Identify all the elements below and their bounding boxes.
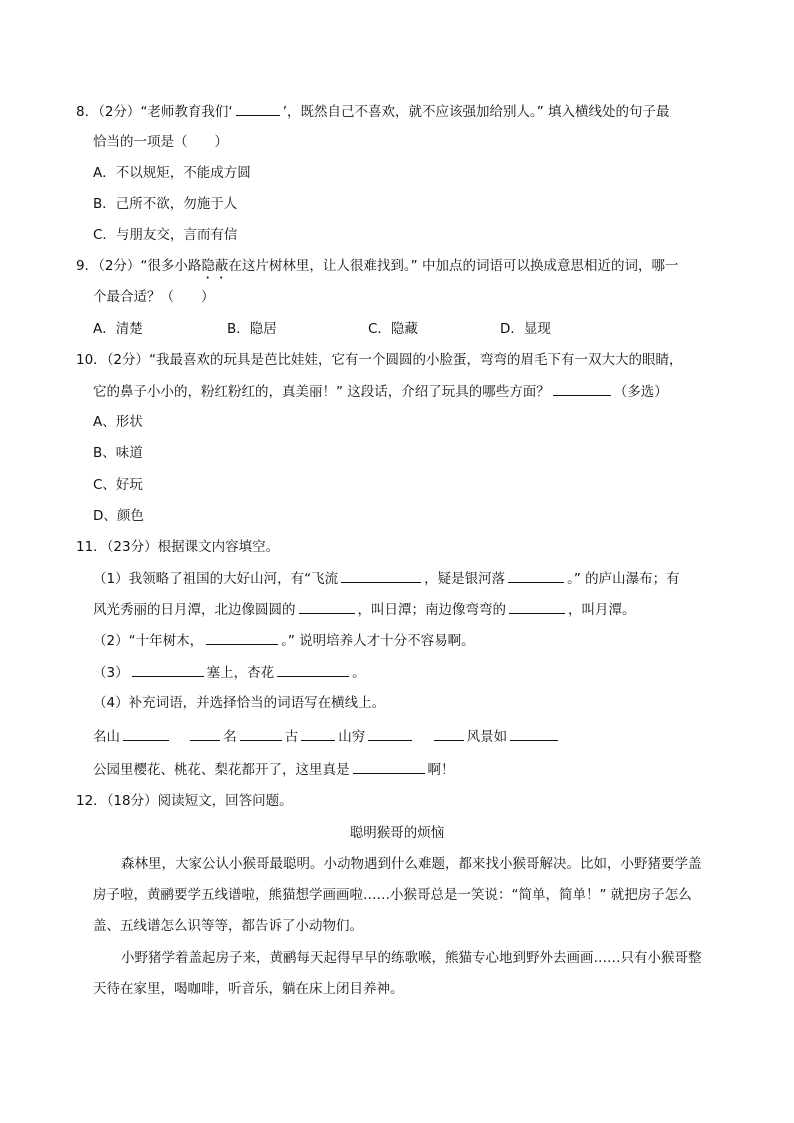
q10-blank[interactable] — [553, 381, 611, 396]
q12-line1 — [76, 791, 293, 811]
q8-line2: 恰当的一项是（ ） — [93, 134, 228, 150]
q10-line2-text: 它的鼻子小小的，粉红粉红的，真美丽！” 这段话，介绍了玩具的哪些方面？ — [93, 384, 550, 400]
q11-p5-text-a: 公园里樱花、桃花、梨花都开了，这里真是 — [93, 762, 350, 778]
story-para2-line1: 小野猪学着盖起房子来，黄鹂每天起得早早的练歌喉，熊猫专心地到野外去画画……只有小猴哥整 — [121, 950, 702, 966]
q11-score: （23分） — [106, 539, 158, 555]
q8-line1 — [76, 101, 670, 122]
q11-part2 — [93, 630, 475, 651]
q9-text-a: “很多小路 — [140, 258, 202, 274]
q10-option-a[interactable]: A、形状 — [93, 414, 143, 430]
q11-p1-l2-text-b: ，叫日潭；南边像弯弯的 — [357, 602, 506, 618]
q11-p1-text-b: ，疑是银河落 — [424, 571, 506, 587]
q11-p2-text-b: 。” 说明培养人才十分不容易啊。 — [281, 633, 475, 649]
q8-text-a: “老师教育我们‘ — [140, 104, 233, 120]
q11-word-5: 风景如 — [466, 729, 508, 745]
q11-part3 — [93, 662, 366, 683]
q11-blank-2[interactable] — [508, 568, 564, 583]
q10-score: （2分） — [106, 352, 150, 368]
story-para1-line1: 森林里，大家公认小猴哥最聪明。小动物遇到什么难题，都来找小猴哥解决。比如，小野猪要学盖 — [121, 856, 702, 872]
q11-p1-text-c: 。” 的庐山瀑布；有 — [567, 571, 680, 587]
q9-option-b[interactable]: B．隐居 — [227, 321, 277, 337]
q11-word-row — [93, 726, 561, 747]
q9-option-c[interactable]: C．隐藏 — [368, 321, 418, 337]
q11-p1-text-a: （1）我领略了祖国的大好山河，有“飞流 — [93, 571, 339, 587]
q11-blank-5[interactable] — [206, 630, 278, 645]
q10-number: 10． — [76, 352, 107, 368]
q11-word-blank-4[interactable] — [301, 726, 335, 741]
q11-word-blank-3[interactable] — [240, 726, 282, 741]
q11-p3-text-a: （3） — [93, 665, 129, 681]
q10-option-c[interactable]: C、好玩 — [93, 477, 143, 493]
q10-line1 — [76, 350, 683, 370]
q11-p3-text-b: 塞上，杏花 — [206, 665, 275, 681]
q11-part1-line1 — [93, 568, 680, 589]
q11-word-blank-6[interactable] — [434, 726, 464, 741]
q11-blank-1[interactable] — [341, 568, 421, 583]
q9-option-a[interactable]: A．清楚 — [93, 321, 143, 337]
q11-p5-text-b: 啊！ — [427, 762, 455, 778]
q11-line1 — [76, 537, 279, 557]
q8-option-a[interactable]: A．不以规矩，不能成方圆 — [93, 165, 251, 181]
q8-option-b[interactable]: B．己所不欲，勿施于人 — [93, 196, 238, 212]
q8-number: 8． — [76, 104, 99, 120]
story-title: 聪明猴哥的烦恼 — [349, 825, 445, 841]
q11-blank-6[interactable] — [132, 662, 204, 677]
q10-option-b[interactable]: B、味道 — [93, 445, 143, 461]
q11-word-4: 山穷 — [338, 729, 366, 745]
q11-blank-7[interactable] — [277, 662, 349, 677]
q9-option-d[interactable]: D．显现 — [500, 321, 551, 337]
q11-blank-4[interactable] — [509, 599, 565, 614]
story-para1-line2: 房子啦，黄鹂要学五线谱啦，熊猫想学画画啦……小猴哥总是一笑说：“简单，简单！” 就把房子怎么 — [93, 887, 692, 903]
q10-option-d[interactable]: D、颜色 — [93, 508, 144, 524]
q8-text-b: ’，既然自己不喜欢，就不应该强加给别人。” 填入横线处的句子最 — [282, 104, 670, 120]
q8-option-c[interactable]: C．与朋友交，言而有信 — [93, 227, 238, 243]
story-para2-line2: 天待在家里，喝咖啡，听音乐，躺在床上闭目养神。 — [93, 981, 404, 997]
q11-part5 — [93, 759, 455, 780]
q11-title: 根据课文内容填空。 — [157, 539, 280, 555]
q11-p1-l2-text-a: 风光秀丽的日月潭，北边像圆圆的 — [93, 602, 296, 618]
q10-multi-note: （多选） — [613, 384, 668, 400]
q11-p1-l2-text-c: ，叫月潭。 — [568, 602, 636, 618]
q11-word-3: 古 — [284, 729, 299, 745]
q12-score: （18分） — [106, 793, 158, 809]
q12-title: 阅读短文，回答问题。 — [157, 793, 293, 809]
q11-word-1: 名山 — [93, 729, 120, 745]
q11-word-blank-1[interactable] — [123, 726, 169, 741]
q8-score: （2分） — [98, 104, 141, 120]
q9-number: 9． — [76, 258, 99, 274]
q11-part4: （4）补充词语，并选择恰当的词语写在横线上。 — [93, 695, 386, 711]
q9-line1 — [76, 256, 678, 282]
q11-word-blank-2[interactable] — [190, 726, 220, 741]
q11-part1-line2 — [93, 599, 636, 620]
q12-number: 12． — [76, 793, 107, 809]
q9-dotted-word: 隐蔽 — [201, 258, 229, 274]
q8-blank[interactable] — [236, 101, 280, 116]
story-para1-line3: 盖、五线谱怎么识等等，都告诉了小动物们。 — [93, 918, 363, 934]
q9-text-b: 在这片树林里，让人很难找到。” 中加点的词语可以换成意思相近的词，哪一 — [228, 258, 679, 274]
q11-number: 11． — [76, 539, 107, 555]
q11-p3-text-c: 。 — [352, 665, 366, 681]
q9-line2: 个最合适？（ ） — [93, 289, 215, 305]
q9-score: （2分） — [98, 258, 141, 274]
q10-text: “我最喜欢的玩具是芭比娃娃，它有一个圆圆的小脸蛋，弯弯的眉毛下有一双大大的眼睛， — [149, 352, 683, 368]
q11-word-blank-7[interactable] — [510, 726, 558, 741]
q11-blank-8[interactable] — [353, 759, 425, 774]
q11-word-blank-5[interactable] — [368, 726, 412, 741]
q10-line2 — [93, 381, 668, 402]
q11-p2-text-a: （2）“十年树木， — [93, 633, 204, 649]
q11-word-2: 名 — [223, 729, 237, 745]
q11-blank-3[interactable] — [299, 599, 355, 614]
